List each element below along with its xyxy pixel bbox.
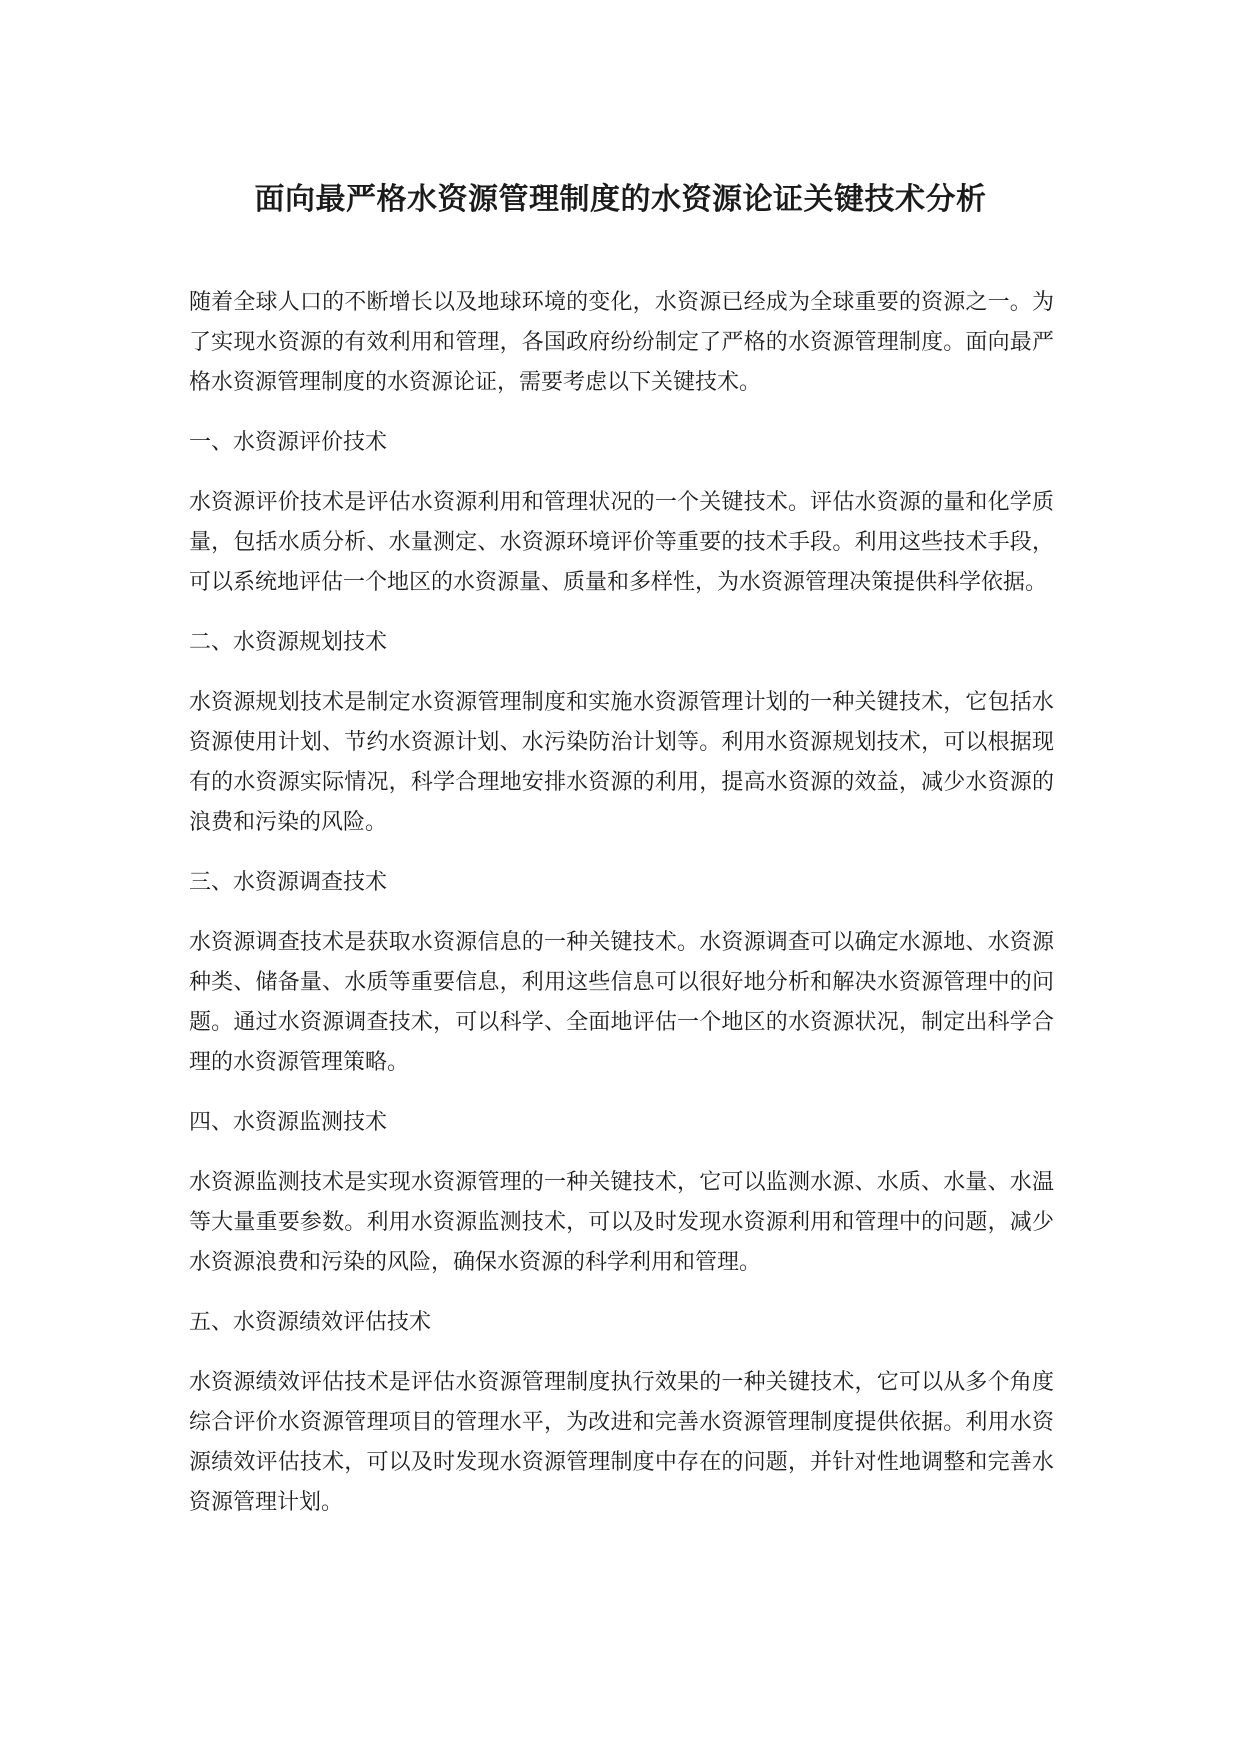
- intro-paragraph: 随着全球人口的不断增长以及地球环境的变化，水资源已经成为全球重要的资源之一。为了实现水资源的有效利用和管理，各国政府纷纷制定了严格的水资源管理制度。面向最严格水资源管理制度的水资源论证，需要考虑以下关键技术。: [189, 290, 1054, 395]
- document-title: 面向最严格水资源管理制度的水资源论证关键技术分析: [254, 182, 987, 217]
- section-heading-5: 五、水资源绩效评估技术: [189, 1310, 432, 1335]
- section-body-1: 水资源评价技术是评估水资源利用和管理状况的一个关键技术。评估水资源的量和化学质量，包括水质分析、水量测定、水资源环境评价等重要的技术手段。利用这些技术手段，可以系统地评估一个地区的水资源量、质量和多样性，为水资源管理决策提供科学依据。: [189, 490, 1054, 595]
- section-body-2: 水资源规划技术是制定水资源管理制度和实施水资源管理计划的一种关键技术，它包括水资源使用计划、节约水资源计划、水污染防治计划等。利用水资源规划技术，可以根据现有的水资源实际情况，科学合理地安排水资源的利用，提高水资源的效益，减少水资源的浪费和污染的风险。: [189, 690, 1054, 835]
- document-body: [189, 283, 1054, 1543]
- section-body-4: 水资源监测技术是实现水资源管理的一种关键技术，它可以监测水源、水质、水量、水温等大量重要参数。利用水资源监测技术，可以及时发现水资源利用和管理中的问题，减少水资源浪费和污染的风险，确保水资源的科学利用和管理。: [189, 1170, 1054, 1275]
- section-heading-3: 三、水资源调查技术: [189, 870, 388, 895]
- section-body-3: 水资源调查技术是获取水资源信息的一种关键技术。水资源调查可以确定水源地、水资源种类、储备量、水质等重要信息，利用这些信息可以很好地分析和解决水资源管理中的问题。通过水资源调查技术，可以科学、全面地评估一个地区的水资源状况，制定出科学合理的水资源管理策略。: [189, 930, 1054, 1075]
- section-heading-4: 四、水资源监测技术: [189, 1110, 388, 1135]
- section-heading-1: 一、水资源评价技术: [189, 430, 388, 455]
- section-body-5: 水资源绩效评估技术是评估水资源管理制度执行效果的一种关键技术，它可以从多个角度综合评价水资源管理项目的管理水平，为改进和完善水资源管理制度提供依据。利用水资源绩效评估技术，可以及时发现水资源管理制度中存在的问题，并针对性地调整和完善水资源管理计划。: [189, 1370, 1054, 1515]
- section-heading-2: 二、水资源规划技术: [189, 630, 388, 655]
